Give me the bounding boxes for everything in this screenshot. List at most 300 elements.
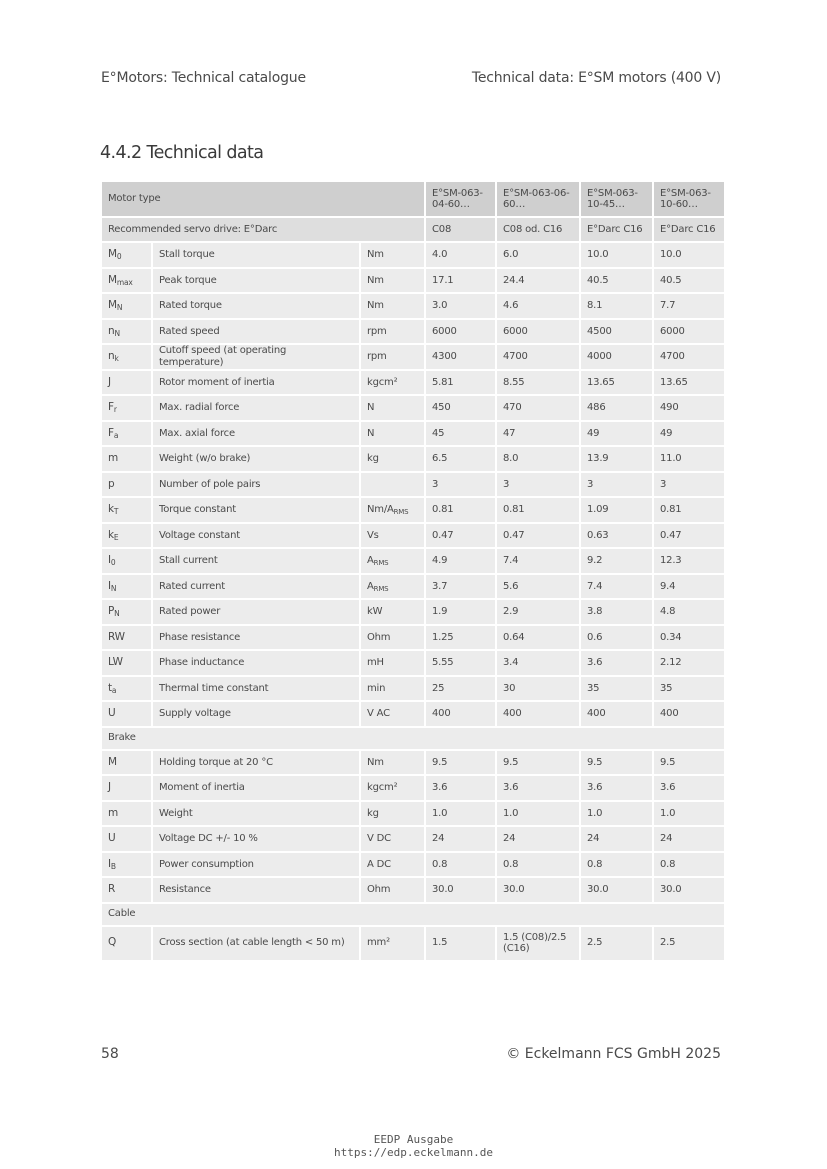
symbol-cell	[101, 268, 152, 294]
symbol: P	[108, 605, 115, 617]
symbol-cell	[101, 523, 152, 549]
symbol-subscript: r	[113, 405, 117, 414]
table-row	[101, 421, 725, 447]
value-cell: 30.0	[425, 877, 496, 903]
unit-cell	[360, 750, 425, 776]
value-cell: 4700	[496, 344, 580, 370]
symbol-subscript: k	[114, 354, 119, 363]
table-row	[101, 242, 725, 268]
value-cell: 24	[425, 826, 496, 852]
brake-section-label: Brake	[101, 727, 725, 750]
description-cell: Rated torque	[152, 293, 360, 319]
description-cell: Phase inductance	[152, 650, 360, 676]
description-cell: Phase resistance	[152, 625, 360, 651]
value-cell: 5.81	[425, 370, 496, 396]
value-cell: 40.5	[653, 268, 725, 294]
description-cell: Moment of inertia	[152, 775, 360, 801]
symbol: m	[108, 452, 119, 464]
table-row	[101, 548, 725, 574]
value-cell: 6000	[653, 319, 725, 345]
description-cell: Stall current	[152, 548, 360, 574]
value-cell: 0.8	[653, 852, 725, 878]
value-cell: 0.8	[580, 852, 653, 878]
value-cell: 30.0	[580, 877, 653, 903]
value-cell: 6000	[425, 319, 496, 345]
symbol-cell	[101, 676, 152, 702]
value-cell: 3.0	[425, 293, 496, 319]
value-cell: 24	[580, 826, 653, 852]
value-cell: 47	[496, 421, 580, 447]
unit: Vs	[367, 529, 379, 541]
unit: Nm	[367, 274, 384, 286]
value-cell: 13.65	[580, 370, 653, 396]
value-cell: 1.0	[496, 801, 580, 827]
value-cell: 9.5	[425, 750, 496, 776]
table-row	[101, 293, 725, 319]
symbol-cell	[101, 852, 152, 878]
value-cell: 400	[496, 701, 580, 727]
value-cell: 1.0	[653, 801, 725, 827]
symbol: I	[108, 554, 111, 566]
symbol: LW	[108, 656, 123, 668]
unit: mH	[367, 657, 384, 668]
value-cell: 6000	[496, 319, 580, 345]
value-cell: 30.0	[653, 877, 725, 903]
value-cell: 7.4	[496, 548, 580, 574]
value-cell: 3.6	[425, 775, 496, 801]
table-row	[101, 344, 725, 370]
cable-section-row	[101, 903, 725, 926]
unit: mm²	[367, 937, 390, 949]
symbol-subscript: T	[113, 507, 119, 516]
description-cell: Number of pole pairs	[152, 472, 360, 498]
motor-type-cell: E°SM-063-04-60…	[425, 181, 496, 217]
value-cell: 400	[580, 701, 653, 727]
value-cell: 40.5	[580, 268, 653, 294]
value-cell: 3.8	[580, 599, 653, 625]
description-cell: Rotor moment of inertia	[152, 370, 360, 396]
description-cell: Cutoff speed (at operating temperature)	[152, 344, 360, 370]
value-cell: 8.1	[580, 293, 653, 319]
value-cell: 3	[496, 472, 580, 498]
symbol: t	[108, 681, 112, 694]
value-cell: 490	[653, 395, 725, 421]
unit: A DC	[367, 858, 391, 870]
value-cell: 25	[425, 676, 496, 702]
table-row	[101, 319, 725, 345]
unit: kW	[367, 606, 383, 617]
unit-cell	[360, 472, 425, 498]
unit-cell	[360, 701, 425, 727]
symbol-subscript: 0	[110, 558, 116, 567]
table-row	[101, 676, 725, 702]
value-cell: 0.63	[580, 523, 653, 549]
value-cell: 3.6	[580, 775, 653, 801]
value-cell: 3.6	[653, 775, 725, 801]
table-row	[101, 497, 725, 523]
symbol-cell	[101, 446, 152, 472]
table-row	[101, 877, 725, 903]
description-cell: Resistance	[152, 877, 360, 903]
value-cell: 2.12	[653, 650, 725, 676]
value-cell: 1.09	[580, 497, 653, 523]
edp-label: EEDP Ausgabe	[373, 1133, 454, 1146]
unit-cell	[360, 877, 425, 903]
value-cell: 6.5	[425, 446, 496, 472]
table-row	[101, 775, 725, 801]
table-row	[101, 852, 725, 878]
cable-section-label: Cable	[101, 903, 725, 926]
page-number: 58	[101, 1046, 119, 1062]
symbol: k	[108, 528, 114, 541]
value-cell: 1.0	[425, 801, 496, 827]
symbol-cell	[101, 548, 152, 574]
description-cell: Voltage DC +/- 10 %	[152, 826, 360, 852]
symbol: Q	[108, 936, 117, 949]
symbol-cell	[101, 650, 152, 676]
motor-type-label: Motor type	[101, 181, 425, 217]
unit-cell	[360, 676, 425, 702]
unit-cell	[360, 852, 425, 878]
value-cell: 2.9	[496, 599, 580, 625]
value-cell: 0.6	[580, 625, 653, 651]
value-cell: 0.8	[425, 852, 496, 878]
motor-type-cell: E°SM-063-10-45…	[580, 181, 653, 217]
unit-subscript: RMS	[373, 584, 389, 593]
value-cell: 12.3	[653, 548, 725, 574]
description-cell: Holding torque at 20 °C	[152, 750, 360, 776]
value-cell: 3	[580, 472, 653, 498]
servo-drive-cell: E°Darc C16	[653, 217, 725, 242]
value-cell: 4.6	[496, 293, 580, 319]
table-row	[101, 446, 725, 472]
unit: Ohm	[367, 884, 391, 895]
value-cell: 1.9	[425, 599, 496, 625]
symbol: U	[108, 832, 116, 844]
symbol-cell	[101, 826, 152, 852]
description-cell: Voltage constant	[152, 523, 360, 549]
value-cell: 3	[653, 472, 725, 498]
symbol: I	[108, 857, 111, 870]
description-cell: Weight (w/o brake)	[152, 446, 360, 472]
symbol: k	[108, 503, 114, 515]
value-cell: 4700	[653, 344, 725, 370]
table-row	[101, 574, 725, 600]
symbol: M	[108, 248, 117, 260]
symbol-subscript: N	[114, 609, 120, 618]
servo-drive-label: Recommended servo drive: E°Darc	[101, 217, 425, 242]
table-row	[101, 472, 725, 498]
symbol: U	[108, 707, 116, 719]
symbol: p	[108, 477, 115, 490]
unit-subscript: RMS	[373, 559, 389, 567]
symbol: RW	[108, 630, 125, 643]
value-cell: 35	[653, 676, 725, 702]
symbol-subscript: max	[116, 277, 133, 287]
unit-cell	[360, 826, 425, 852]
symbol-cell	[101, 701, 152, 727]
symbol-cell	[101, 877, 152, 903]
unit-cell	[360, 497, 425, 523]
description-cell: Torque constant	[152, 497, 360, 523]
unit-cell	[360, 926, 425, 961]
value-cell: 0.8	[496, 852, 580, 878]
unit-cell	[360, 319, 425, 345]
value-cell: 1.5 (C08)/2.5 (C16)	[496, 926, 580, 961]
value-cell: 4500	[580, 319, 653, 345]
value-cell: 9.5	[580, 750, 653, 776]
unit: kgcm²	[367, 782, 398, 793]
unit-cell	[360, 625, 425, 651]
value-cell: 13.9	[580, 446, 653, 472]
unit: Nm	[367, 756, 384, 768]
description-cell: Max. radial force	[152, 395, 360, 421]
symbol-subscript: 0	[116, 252, 122, 261]
value-cell: 13.65	[653, 370, 725, 396]
technical-data-table	[100, 180, 726, 962]
symbol-subscript: N	[114, 328, 120, 338]
table-row	[101, 599, 725, 625]
description-cell: Power consumption	[152, 852, 360, 878]
value-cell: 7.7	[653, 293, 725, 319]
symbol: F	[108, 426, 114, 439]
unit-cell	[360, 650, 425, 676]
edp-url: https://edp.eckelmann.de	[334, 1146, 493, 1159]
unit-cell	[360, 395, 425, 421]
symbol: n	[108, 350, 115, 362]
symbol: M	[108, 299, 117, 311]
table-row	[101, 801, 725, 827]
unit-cell	[360, 801, 425, 827]
value-cell: 1.25	[425, 625, 496, 651]
symbol-cell	[101, 497, 152, 523]
value-cell: 1.5	[425, 926, 496, 961]
description-cell: Max. axial force	[152, 421, 360, 447]
value-cell: 9.5	[496, 750, 580, 776]
symbol-cell	[101, 599, 152, 625]
symbol: J	[108, 781, 111, 793]
value-cell: 30	[496, 676, 580, 702]
symbol-subscript: N	[116, 303, 123, 312]
value-cell: 0.47	[653, 523, 725, 549]
symbol-cell	[101, 574, 152, 600]
unit-cell	[360, 523, 425, 549]
value-cell: 400	[653, 701, 725, 727]
value-cell: 0.81	[653, 497, 725, 523]
servo-drive-row	[101, 217, 725, 242]
unit: rpm	[367, 325, 387, 337]
unit: N	[367, 427, 375, 439]
section-title: 4.4.2 Technical data	[100, 143, 264, 163]
unit-cell	[360, 344, 425, 370]
unit-cell	[360, 599, 425, 625]
value-cell: 3.7	[425, 574, 496, 600]
description-cell: Thermal time constant	[152, 676, 360, 702]
unit-cell	[360, 293, 425, 319]
unit: V DC	[367, 833, 391, 844]
value-cell: 450	[425, 395, 496, 421]
value-cell: 470	[496, 395, 580, 421]
value-cell: 35	[580, 676, 653, 702]
symbol: m	[108, 806, 119, 819]
symbol-cell	[101, 750, 152, 776]
table-row	[101, 650, 725, 676]
symbol-cell	[101, 926, 152, 961]
value-cell: 3	[425, 472, 496, 498]
value-cell: 0.81	[425, 497, 496, 523]
description-cell: Supply voltage	[152, 701, 360, 727]
symbol-subscript: a	[113, 430, 119, 440]
servo-drive-cell: C08	[425, 217, 496, 242]
symbol-subscript: B	[110, 861, 116, 871]
value-cell: 4.0	[425, 242, 496, 268]
value-cell: 8.55	[496, 370, 580, 396]
unit: rpm	[367, 351, 387, 362]
symbol-cell	[101, 293, 152, 319]
symbol: R	[108, 883, 116, 895]
symbol-cell	[101, 775, 152, 801]
unit: Ohm	[367, 631, 391, 643]
unit: Nm	[367, 300, 384, 311]
symbol-cell	[101, 395, 152, 421]
value-cell: 9.4	[653, 574, 725, 600]
motor-type-row	[101, 181, 725, 217]
value-cell: 3.4	[496, 650, 580, 676]
value-cell: 4300	[425, 344, 496, 370]
value-cell: 24.4	[496, 268, 580, 294]
value-cell: 11.0	[653, 446, 725, 472]
symbol-subscript: a	[111, 685, 117, 695]
symbol-cell	[101, 625, 152, 651]
value-cell: 24	[653, 826, 725, 852]
symbol: J	[108, 375, 111, 388]
unit: min	[367, 682, 386, 694]
value-cell: 30.0	[496, 877, 580, 903]
symbol-cell	[101, 319, 152, 345]
value-cell: 1.0	[580, 801, 653, 827]
unit-cell	[360, 421, 425, 447]
value-cell: 486	[580, 395, 653, 421]
symbol-cell	[101, 472, 152, 498]
value-cell: 4000	[580, 344, 653, 370]
header-title: E°Motors: Technical catalogue	[101, 70, 306, 86]
header-chapter: Technical data: E°SM motors (400 V)	[471, 70, 721, 86]
unit: kgcm²	[367, 376, 398, 388]
value-cell: 10.0	[653, 242, 725, 268]
unit: kg	[367, 807, 379, 819]
description-cell: Stall torque	[152, 242, 360, 268]
table-row	[101, 625, 725, 651]
value-cell: 0.34	[653, 625, 725, 651]
description-cell: Cross section (at cable length < 50 m)	[152, 926, 360, 961]
unit-cell	[360, 242, 425, 268]
value-cell: 9.5	[653, 750, 725, 776]
description-cell: Rated current	[152, 574, 360, 600]
symbol-cell	[101, 421, 152, 447]
unit-cell	[360, 574, 425, 600]
description-cell: Weight	[152, 801, 360, 827]
table-row	[101, 701, 725, 727]
symbol-cell	[101, 344, 152, 370]
value-cell: 6.0	[496, 242, 580, 268]
symbol: M	[108, 755, 117, 768]
symbol-cell	[101, 242, 152, 268]
unit: N	[367, 402, 375, 413]
edp-footer	[0, 1133, 827, 1159]
value-cell: 400	[425, 701, 496, 727]
value-cell: 4.8	[653, 599, 725, 625]
unit: Nm	[367, 249, 384, 260]
unit-subscript: RMS	[393, 508, 409, 516]
brake-section-row	[101, 727, 725, 750]
table-row	[101, 826, 725, 852]
symbol-subscript: N	[110, 583, 117, 593]
unit: A	[367, 580, 374, 592]
value-cell: 49	[580, 421, 653, 447]
unit-cell	[360, 370, 425, 396]
value-cell: 0.47	[425, 523, 496, 549]
value-cell: 10.0	[580, 242, 653, 268]
value-cell: 49	[653, 421, 725, 447]
unit: A	[367, 555, 374, 566]
value-cell: 24	[496, 826, 580, 852]
servo-drive-cell: C08 od. C16	[496, 217, 580, 242]
symbol-subscript: E	[113, 532, 119, 542]
symbol: M	[108, 273, 117, 286]
unit: V AC	[367, 708, 390, 719]
unit: kg	[367, 453, 379, 464]
value-cell: 8.0	[496, 446, 580, 472]
value-cell: 9.2	[580, 548, 653, 574]
symbol: I	[108, 579, 111, 592]
table-row	[101, 750, 725, 776]
value-cell: 2.5	[653, 926, 725, 961]
unit-cell	[360, 548, 425, 574]
servo-drive-cell: E°Darc C16	[580, 217, 653, 242]
value-cell: 2.5	[580, 926, 653, 961]
value-cell: 5.55	[425, 650, 496, 676]
value-cell: 7.4	[580, 574, 653, 600]
value-cell: 0.47	[496, 523, 580, 549]
value-cell: 3.6	[496, 775, 580, 801]
symbol: F	[108, 401, 114, 413]
value-cell: 17.1	[425, 268, 496, 294]
motor-type-cell: E°SM-063-10-60…	[653, 181, 725, 217]
table-row	[101, 926, 725, 961]
description-cell: Peak torque	[152, 268, 360, 294]
unit-cell	[360, 268, 425, 294]
value-cell: 5.6	[496, 574, 580, 600]
table-row	[101, 268, 725, 294]
symbol-cell	[101, 801, 152, 827]
value-cell: 3.6	[580, 650, 653, 676]
description-cell: Rated speed	[152, 319, 360, 345]
value-cell: 0.64	[496, 625, 580, 651]
table-row	[101, 395, 725, 421]
value-cell: 0.81	[496, 497, 580, 523]
description-cell: Rated power	[152, 599, 360, 625]
table-row	[101, 370, 725, 396]
unit: Nm/A	[367, 504, 394, 515]
symbol-cell	[101, 370, 152, 396]
symbol: n	[108, 324, 115, 337]
motor-type-cell: E°SM-063-06-60…	[496, 181, 580, 217]
unit-cell	[360, 775, 425, 801]
value-cell: 4.9	[425, 548, 496, 574]
value-cell: 45	[425, 421, 496, 447]
unit-cell	[360, 446, 425, 472]
copyright: © Eckelmann FCS GmbH 2025	[506, 1046, 721, 1062]
